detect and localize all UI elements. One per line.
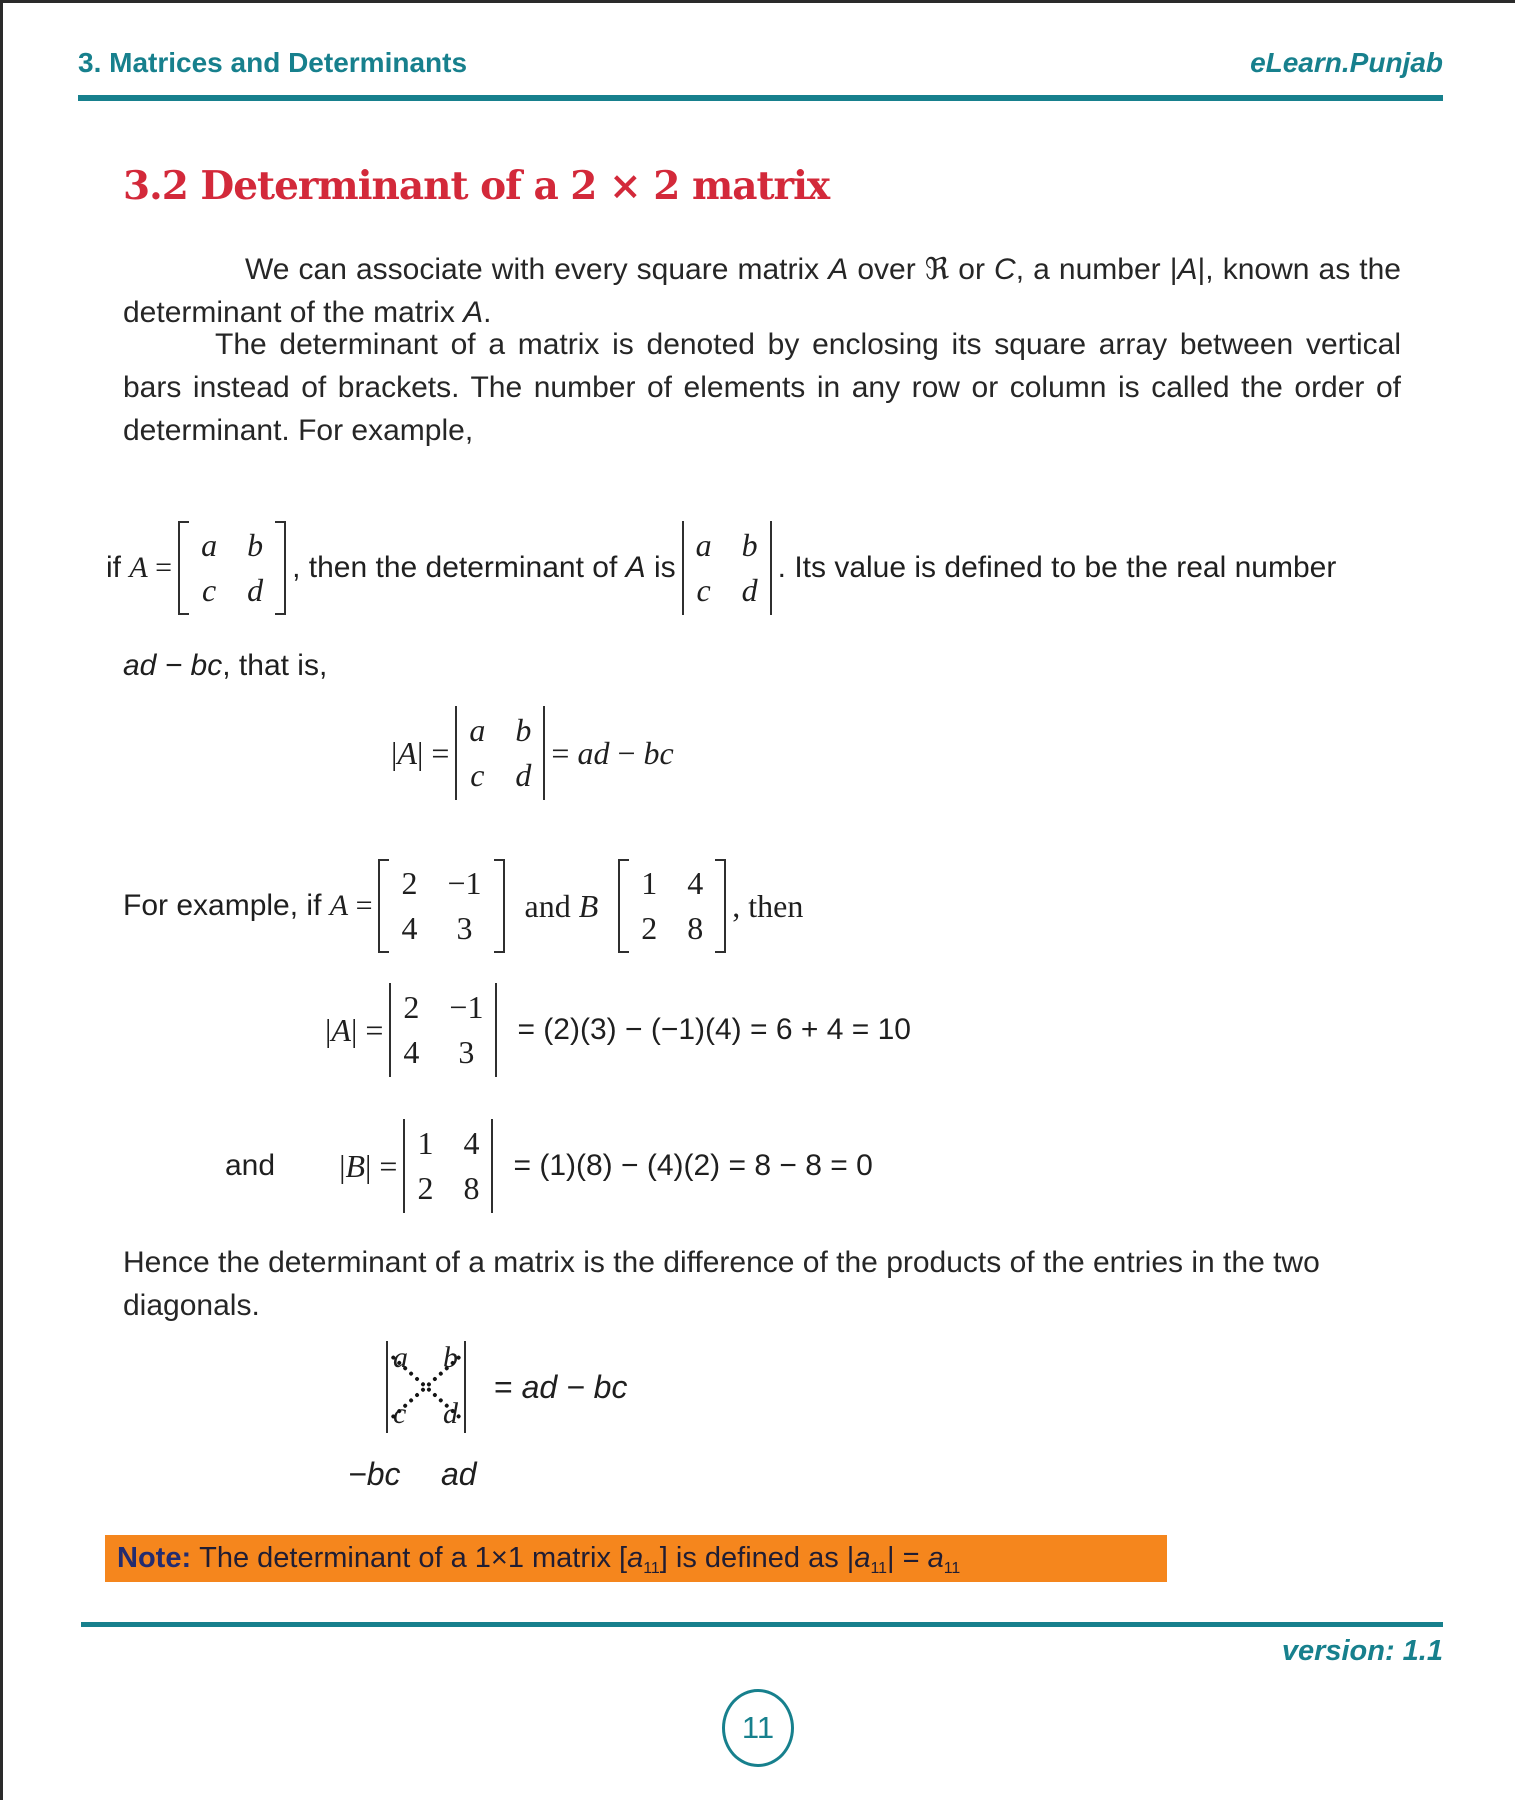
- ad-bc-line: ad − bc , that is,: [123, 649, 328, 682]
- cross-result: = ad − bc: [494, 1368, 628, 1405]
- entry-c: c: [393, 1397, 407, 1430]
- formula-rhs: = ad − bc: [551, 734, 674, 771]
- calc-B-entries: 1 4 2 8: [417, 1125, 480, 1206]
- if-suffix: . Its value is defined to be the real number: [777, 551, 1337, 584]
- version-text: version: 1.1: [1281, 1635, 1443, 1667]
- determinant-bars: [455, 706, 545, 800]
- calc-B-determinant: [403, 1119, 493, 1213]
- left-bracket: [618, 859, 629, 953]
- matrix-A-brackets: [178, 521, 286, 615]
- example-prefix: For example, if A =: [123, 889, 373, 922]
- example-matrix-A: [378, 859, 504, 953]
- intro-paragraph-1: We can associate with every square matrix A over ℜ or C, a number |A|, known as the determinant of the matrix A.: [123, 253, 1401, 329]
- page-header: [78, 47, 1443, 79]
- determinant-A-entries: a b c d: [695, 527, 758, 608]
- calc-A-entries: 2 −1 4 3: [403, 989, 484, 1070]
- calc-A-lhs: |A| =: [325, 1011, 384, 1048]
- left-bracket: [378, 859, 389, 953]
- entry-a: a: [393, 1341, 408, 1374]
- right-bracket: [494, 859, 505, 953]
- if-middle: , then the determinant of A is: [292, 551, 676, 584]
- calculation-A: [325, 975, 911, 1085]
- conclusion-paragraph: Hence the determinant of a matrix is the difference of the products of the entries in the two diagonals.: [123, 1246, 1320, 1322]
- chapter-title: 3. Matrices and Determinants: [78, 47, 468, 78]
- calc-A-determinant: [389, 983, 497, 1077]
- calculation-B: [225, 1111, 873, 1221]
- example-middle: and B: [524, 887, 599, 924]
- and-word: and: [225, 1149, 276, 1182]
- diagonal-product-labels: [348, 1456, 568, 1493]
- matrix-A-entries: a b c d: [201, 527, 264, 608]
- diagonal-cross-diagram: [386, 1341, 627, 1433]
- page-number-badge: 11: [722, 1689, 794, 1767]
- calc-B-result: = (1)(8) − (4)(2) = 8 − 8 = 0: [513, 1149, 873, 1182]
- formula-lhs: |A| =: [391, 734, 450, 771]
- determinant-definition-formula: [391, 703, 674, 803]
- definition-line: [106, 508, 1336, 628]
- right-bracket: [715, 859, 726, 953]
- note-label: Note:: [117, 1542, 192, 1574]
- entry-d: d: [443, 1397, 458, 1430]
- negative-product-label: −bc: [348, 1456, 401, 1492]
- example-matrix-B-entries: 1 4 2 8: [641, 865, 704, 946]
- determinant-A-bars: [682, 521, 772, 615]
- example-matrix-B: [618, 859, 726, 953]
- header-divider: [78, 95, 1443, 101]
- note-callout: [105, 1535, 1167, 1582]
- intro-paragraph-2: The determinant of a matrix is denoted by enclosing its square array between vertical bars instead of brackets. The number of elements in any row or column is called the order of determinant. For example,: [123, 328, 1401, 447]
- calc-A-result: = (2)(3) − (−1)(4) = 6 + 4 = 10: [517, 1013, 911, 1046]
- example-matrix-A-entries: 2 −1 4 3: [401, 865, 482, 946]
- footer-divider: [81, 1622, 1443, 1627]
- positive-product-label: ad: [441, 1456, 477, 1492]
- example-suffix: , then: [732, 887, 804, 924]
- entry-b: b: [443, 1341, 458, 1374]
- cross-determinant: [386, 1341, 466, 1433]
- calc-B-lhs: |B| =: [339, 1147, 398, 1184]
- example-line: [123, 846, 803, 966]
- if-prefix: if A =: [106, 551, 173, 584]
- section-title: 3.2 Determinant of a 2 × 2 matrix: [123, 163, 830, 209]
- right-bracket: [275, 521, 286, 615]
- note-text: The determinant of a 1×1 matrix $[a_{11}]$ is defined as $|a_{11}| = a_{11}$: [199, 1542, 961, 1578]
- brand-logo-text: eLearn.Punjab: [1250, 47, 1443, 78]
- determinant-entries: a b c d: [469, 712, 532, 793]
- left-bracket: [178, 521, 189, 615]
